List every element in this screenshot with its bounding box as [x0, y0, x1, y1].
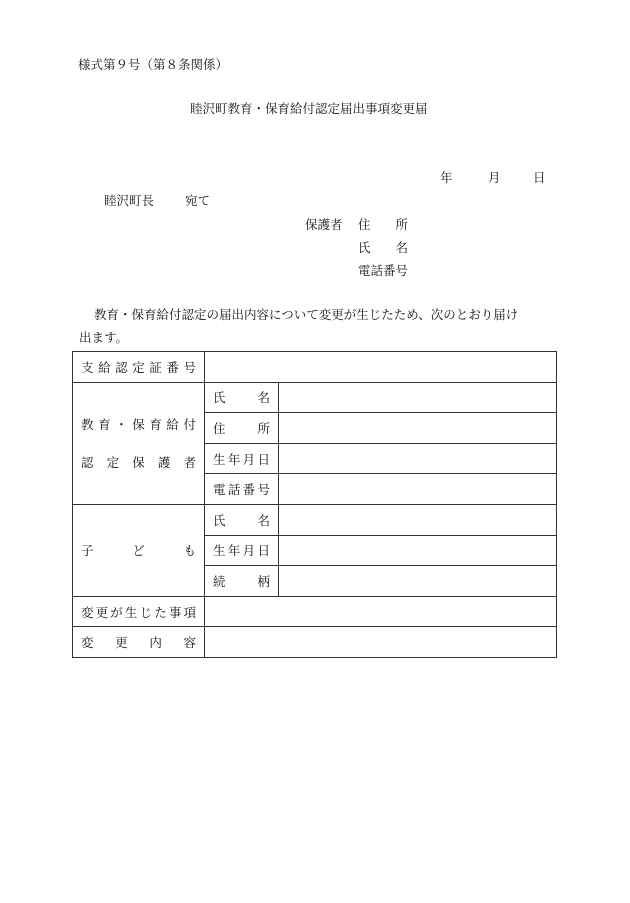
guardian-phone-field[interactable] [279, 474, 557, 505]
addressee-suffix: 宛て [185, 193, 211, 208]
addressee-name: 睦沢町長 [104, 193, 155, 208]
guardian-phone-label: 電話番号 [358, 263, 409, 278]
guardian-address-cell-label: 住 所 [205, 413, 279, 444]
table-row [73, 596, 557, 627]
guardian-birthdate-cell-label: 生 年 月 日 [205, 443, 279, 474]
date-day-label: 日 [533, 170, 546, 185]
change-items-field[interactable] [205, 596, 557, 627]
child-group-label: 子 ど も [73, 504, 205, 596]
change-content-label: 変 更 内 容 [73, 627, 205, 658]
table-row [73, 352, 557, 383]
guardian-name-label: 氏 名 [358, 240, 409, 255]
guardian-address-label: 住 所 [358, 217, 409, 232]
change-content-field[interactable] [205, 627, 557, 658]
guardian-birthdate-field[interactable] [279, 443, 557, 474]
certificate-number-label: 支 給 認 定 証 番 号 [73, 352, 205, 383]
child-name-field[interactable] [279, 504, 557, 535]
date-year-label: 年 [440, 170, 453, 185]
certificate-number-field[interactable] [205, 352, 557, 383]
guardian-group-line-1: 教 育 ・ 保 育 給 付 [81, 417, 196, 433]
table-row [73, 627, 557, 658]
guardian-name-cell-label: 氏 名 [205, 382, 279, 413]
child-relationship-field[interactable] [279, 566, 557, 597]
child-birthdate-cell-label: 生 年 月 日 [205, 535, 279, 566]
document-title: 睦沢町教育・保育給付認定届出事項変更届 [190, 101, 428, 116]
form-number: 様式第９号（第８条関係） [78, 57, 229, 72]
table-row [73, 504, 557, 535]
guardian-address-field[interactable] [279, 413, 557, 444]
guardian-phone-cell-label: 電 話 番 号 [205, 474, 279, 505]
table-row [73, 382, 557, 413]
child-name-cell-label: 氏 名 [205, 504, 279, 535]
change-notification-table [72, 351, 557, 658]
guardian-name-field[interactable] [279, 382, 557, 413]
guardian-group-line-2: 認 定 保 護 者 [81, 455, 196, 471]
body-text-line-2: 出ます。 [79, 330, 129, 345]
child-relationship-cell-label: 続 柄 [205, 566, 279, 597]
child-birthdate-field[interactable] [279, 535, 557, 566]
date-month-label: 月 [488, 170, 501, 185]
guardian-label: 保護者 [305, 217, 343, 232]
body-text-line-1: 教育・保育給付認定の届出内容について変更が生じたため、次のとおり届け [94, 307, 519, 322]
change-items-label: 変 更 が 生 じ た 事 項 [73, 596, 205, 627]
guardian-group-label [73, 382, 205, 504]
